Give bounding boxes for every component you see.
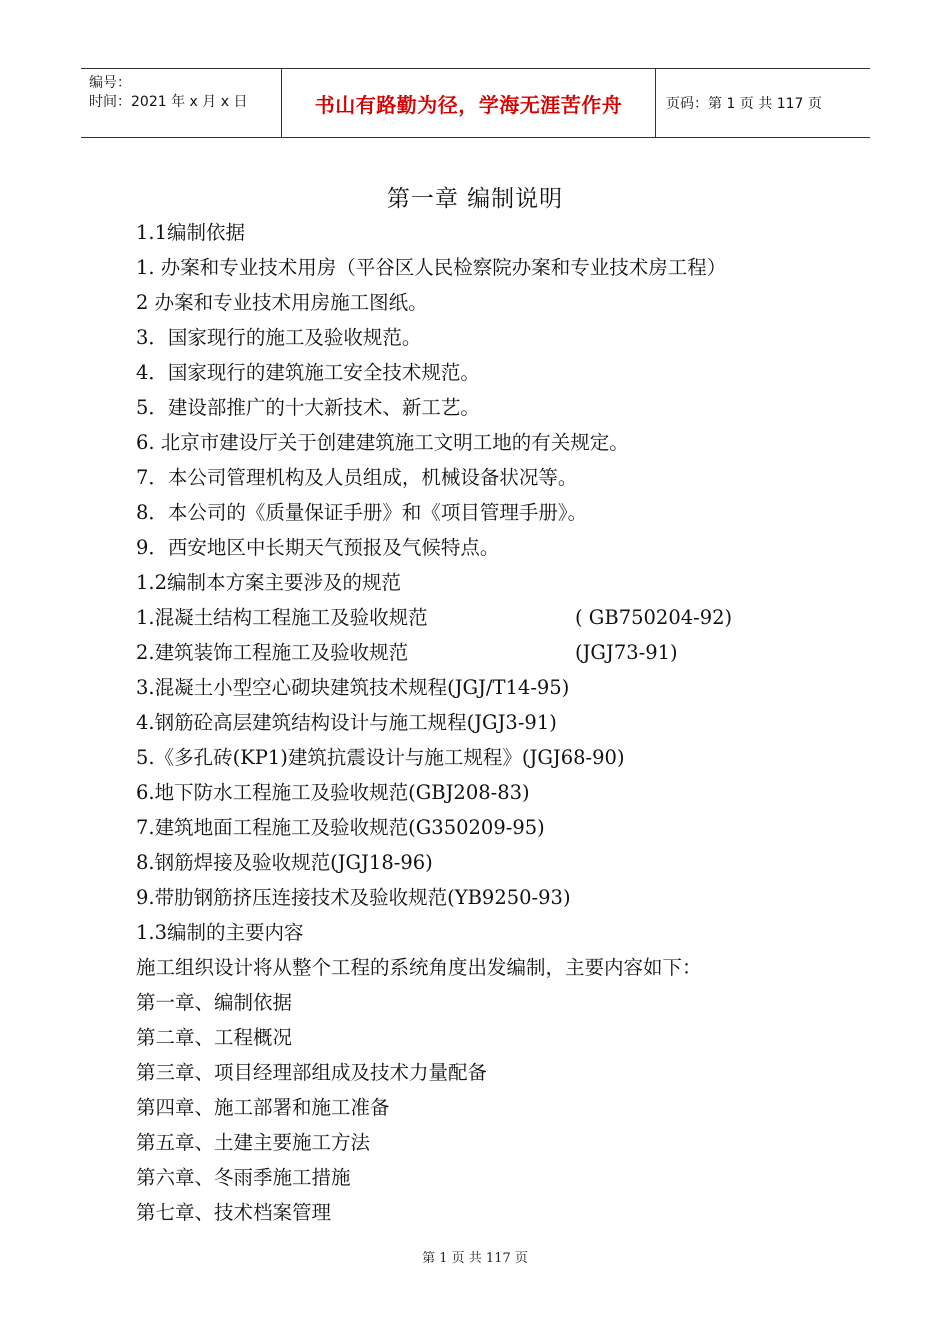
paragraph: 施工组织设计将从整个工程的系统角度出发编制，主要内容如下： <box>136 956 702 979</box>
list-item: 5．建设部推广的十大新技术、新工艺。 <box>136 396 480 419</box>
document-number-label: 编号： <box>89 75 131 91</box>
spec-code: ( GB750204-92) <box>575 606 733 629</box>
list-item: 6. 北京市建设厅关于创建建筑施工文明工地的有关规定。 <box>136 431 629 454</box>
page-footer: 第 1 页 共 117 页 <box>422 1251 528 1266</box>
chapter-list-item: 第五章、土建主要施工方法 <box>136 1131 371 1154</box>
list-item: 4．国家现行的建筑施工安全技术规范。 <box>136 361 480 384</box>
spec-item: 4.钢筋砼高层建筑结构设计与施工规程(JGJ3-91) <box>136 711 557 734</box>
spec-item <box>136 600 856 635</box>
spec-item: 7.建筑地面工程施工及验收规范(G350209-95) <box>136 816 545 839</box>
chapter-list-item: 第七章、技术档案管理 <box>136 1201 332 1224</box>
header-page-info: 页码：第 1 页 共 117 页 <box>666 96 822 112</box>
section-heading: 1.1编制依据 <box>136 221 246 244</box>
list-item: 3．国家现行的施工及验收规范。 <box>136 326 422 349</box>
chapter-list-item: 第三章、项目经理部组成及技术力量配备 <box>136 1061 488 1084</box>
chapter-list-item: 第一章、编制依据 <box>136 991 293 1014</box>
header-motto: 书山有路勤为径，学海无涯苦作舟 <box>314 92 623 117</box>
spec-item <box>136 635 856 670</box>
chapter-list-item: 第二章、工程概况 <box>136 1026 293 1049</box>
header-page-cell <box>656 69 870 137</box>
spec-name: 2.建筑装饰工程施工及验收规范 <box>136 641 409 664</box>
spec-name: 1.混凝土结构工程施工及验收规范 <box>136 606 428 629</box>
header-meta-cell <box>81 69 282 137</box>
list-item: 9．西安地区中长期天气预报及气候特点。 <box>136 536 500 559</box>
spec-item: 3.混凝土小型空心砌块建筑技术规程(JGJ/T14-95) <box>136 676 570 699</box>
section-heading: 1.2编制本方案主要涉及的规范 <box>136 571 402 594</box>
list-item: 1. 办案和专业技术用房（平谷区人民检察院办案和专业技术房工程） <box>136 256 727 279</box>
chapter-list-item: 第四章、施工部署和施工准备 <box>136 1096 390 1119</box>
spec-item: 9.带肋钢筋挤压连接技术及验收规范(YB9250-93) <box>136 886 571 909</box>
document-date: 时间：2021 年 x 月 x 日 <box>89 94 248 110</box>
spec-item: 6.地下防水工程施工及验收规范(GBJ208-83) <box>136 781 530 804</box>
chapter-list-item: 第六章、冬雨季施工措施 <box>136 1166 351 1189</box>
document-body <box>136 215 856 1230</box>
list-item: 8．本公司的《质量保证手册》和《项目管理手册》。 <box>136 501 588 524</box>
spec-item: 5.《多孔砖(KP1)建筑抗震设计与施工规程》(JGJ68-90) <box>136 746 625 769</box>
header-motto-cell <box>282 69 656 137</box>
spec-item: 8.钢筋焊接及验收规范(JGJ18-96) <box>136 851 433 874</box>
section-heading: 1.3编制的主要内容 <box>136 921 304 944</box>
chapter-title: 第一章 编制说明 <box>386 186 564 212</box>
spec-code: (JGJ73-91) <box>575 641 678 664</box>
list-item: 7．本公司管理机构及人员组成，机械设备状况等。 <box>136 466 578 489</box>
list-item: 2 办案和专业技术用房施工图纸。 <box>136 291 428 314</box>
document-header <box>81 68 870 138</box>
